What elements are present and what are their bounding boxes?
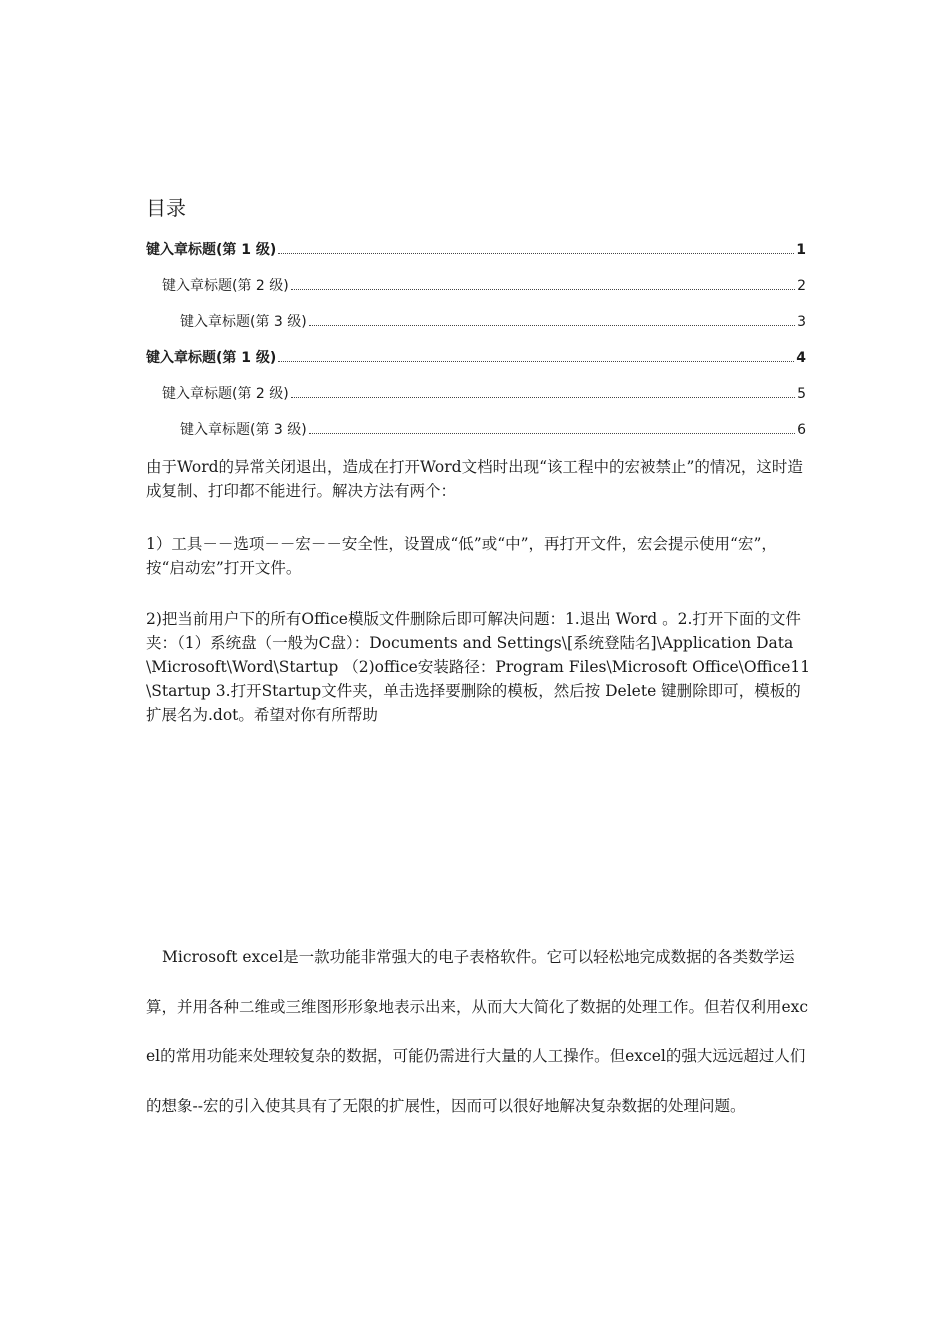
toc-leader-dots (278, 252, 794, 254)
toc-leader-dots (291, 288, 795, 290)
intro-paragraph: 由于Word的异常关闭退出，造成在打开Word文档时出现“该工程中的宏被禁止”的情况，这时造成复制、打印都不能进行。解决方法有两个： (146, 458, 803, 500)
excel-paragraph: Microsoft excel是一款功能非常强大的电子表格软件。它可以轻松地完成数据的各类数学运算，并用各种二维或三维图形形象地表示出来，从而大大简化了数据的处理工作。但若仅利用excel的常用功能来处理较复杂的数据，可能仍需进行大量的人工操作。但excel的强大远远超过人们的想象--宏的引入使其具有了无限的扩展性，因而可以很好地解决复杂数据的处理问题。 (146, 948, 809, 1115)
toc-entry-label: 键入章标题(第 2 级) (162, 278, 289, 294)
toc-entry-label: 键入章标题(第 3 级) (180, 314, 307, 330)
toc-entry[interactable] (146, 308, 806, 344)
toc-leader-dots (291, 396, 795, 398)
toc-title: 目录 (146, 196, 186, 220)
toc-entry[interactable] (146, 380, 806, 416)
toc-entry[interactable] (146, 272, 806, 308)
toc-entry[interactable] (146, 344, 806, 380)
toc-entry[interactable] (146, 236, 806, 272)
toc-entry-label: 键入章标题(第 2 级) (162, 386, 289, 402)
method-two-paragraph: 2)把当前用户下的所有Office模版文件删除后即可解决问题：1.退出 Word 。2.打开下面的文件夹：（1）系统盘（一般为C盘）：Documents and Settings\[系统登陆名]\Application Data\Microsoft\Word\Startup （2)office安装路径：Program Files\Microsoft Office\Office11\Startup 3.打开Startup文件夹，单击选择要删除的模板，然后按 Delete 键删除即可，模板的扩展名为.dot。希望对你有所帮助 (146, 610, 811, 724)
method-one-paragraph: 1）工具－－选项－－宏－－安全性，设置成“低”或“中”，再打开文件，宏会提示使用“宏”，按“启动宏”打开文件。 (146, 535, 777, 577)
table-of-contents (146, 236, 806, 452)
toc-leader-dots (309, 324, 795, 326)
toc-entry-label: 键入章标题(第 3 级) (180, 422, 307, 438)
toc-entry-page: 6 (797, 422, 806, 438)
toc-entry-page: 4 (796, 350, 806, 366)
toc-leader-dots (309, 432, 795, 434)
toc-entry-page: 5 (797, 386, 806, 402)
toc-entry-label: 键入章标题(第 1 级) (146, 350, 277, 366)
toc-entry-page: 1 (796, 242, 806, 258)
toc-leader-dots (278, 360, 794, 362)
toc-entry-page: 3 (797, 314, 806, 330)
toc-entry[interactable] (146, 416, 806, 452)
toc-entry-label: 键入章标题(第 1 级) (146, 242, 277, 258)
toc-entry-page: 2 (797, 278, 806, 294)
